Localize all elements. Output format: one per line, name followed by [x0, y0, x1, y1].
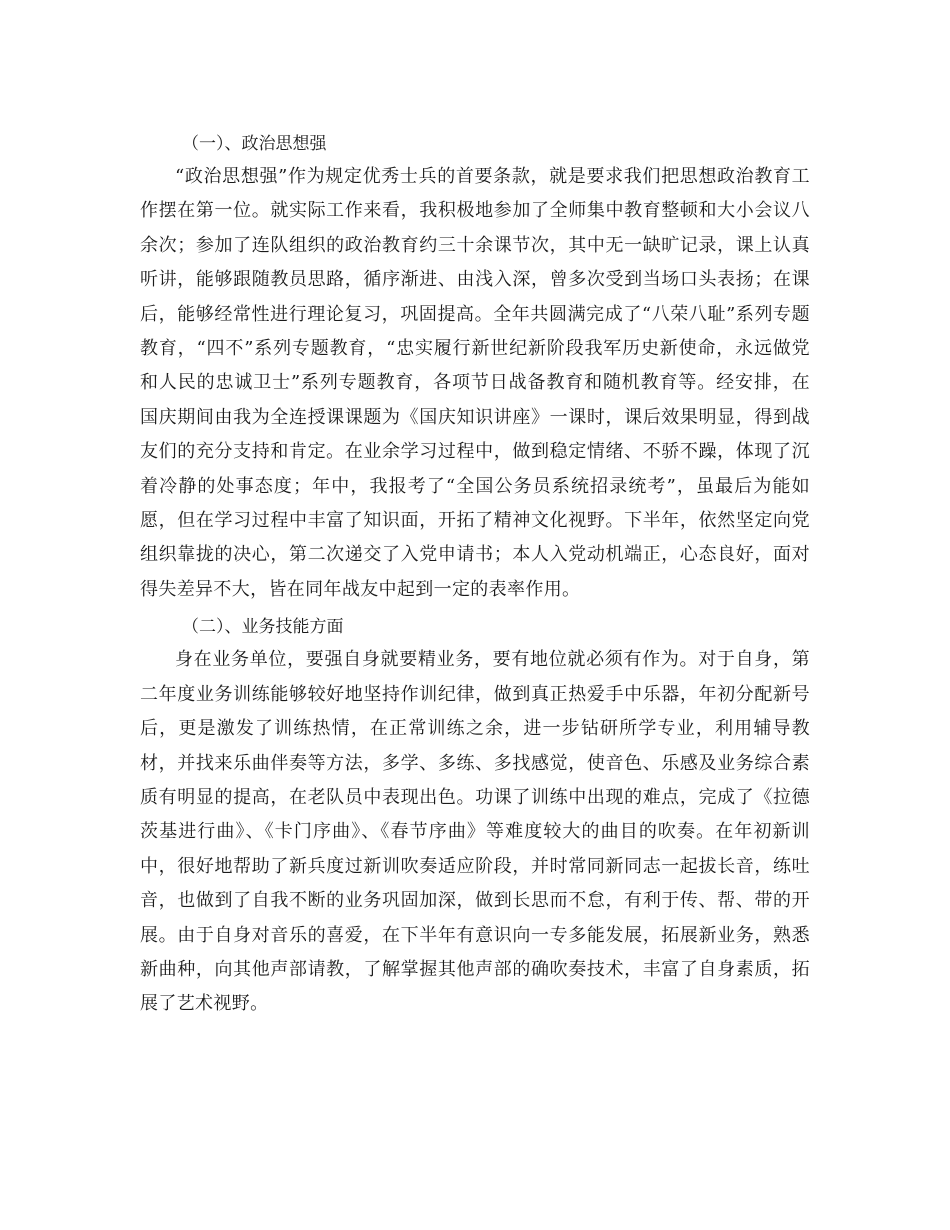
- section-paragraph-political: “政治思想强”作为规定优秀士兵的首要条款，就是要求我们把思想政治教育工作摆在第一位。就实际工作来看，我积极地参加了全师集中教育整顿和大小会议八余次；参加了连队组织的政治教育约三十余课节次，其中无一缺旷记录，课上认真听讲，能够跟随教员思路，循序渐进、由浅入深，曾多次受到当场口头表扬；在课后，能够经常性进行理论复习，巩固提高。全年共圆满完成了“八荣八耻”系列专题教育，“四不”系列专题教育，“忠实履行新世纪新阶段我军历史新使命，永远做党和人民的忠诚卫士”系列专题教育，各项节日战备教育和随机教育等。经安排，在国庆期间由我为全连授课课题为《国庆知识讲座》一课时，课后效果明显，得到战友们的充分支持和肯定。在业余学习过程中，做到稳定情绪、不骄不躁，体现了沉着冷静的处事态度；年中，我报考了“全国公务员系统招录统考”，虽最后为能如愿，但在学习过程中丰富了知识面，开拓了精神文化视野。下半年，依然坚定向党组织靠拢的决心，第二次递交了入党申请书；本人入党动机端正，心态良好，面对得失差异不大，皆在同年战友中起到一定的表率作用。: [140, 166, 810, 600]
- section-paragraph-skills: 身在业务单位，要强自身就要精业务，要有地位就必须有作为。对于自身，第二年度业务训练能够较好地坚持作训纪律，做到真正热爱手中乐器，年初分配新号后，更是激发了训练热情，在正常训练之余，进一步钻研所学专业，利用辅导教材，并找来乐曲伴奏等方法，多学、多练、多找感觉，使音色、乐感及业务综合素质有明显的提高，在老队员中表现出色。功课了训练中出现的难点，完成了《拉德茨基进行曲》、《卡门序曲》、《春节序曲》等难度较大的曲目的吹奏。在年初新训中，很好地帮助了新兵度过新训吹奏适应阶段，并时常同新同志一起拔长音，练吐音，也做到了自我不断的业务巩固加深，做到长思而不怠，有利于传、帮、带的开展。由于自身对音乐的喜爱，在下半年有意识向一专多能发展，拓展新业务，熟悉新曲种，向其他声部请教，了解掌握其他声部的确吹奏技术，丰富了自身素质，拓展了艺术视野。: [140, 649, 810, 1015]
- document-body: [140, 128, 810, 1022]
- section-heading-political: （一）、政治思想强: [182, 134, 327, 154]
- section-heading-skills: （二）、业务技能方面: [182, 617, 344, 638]
